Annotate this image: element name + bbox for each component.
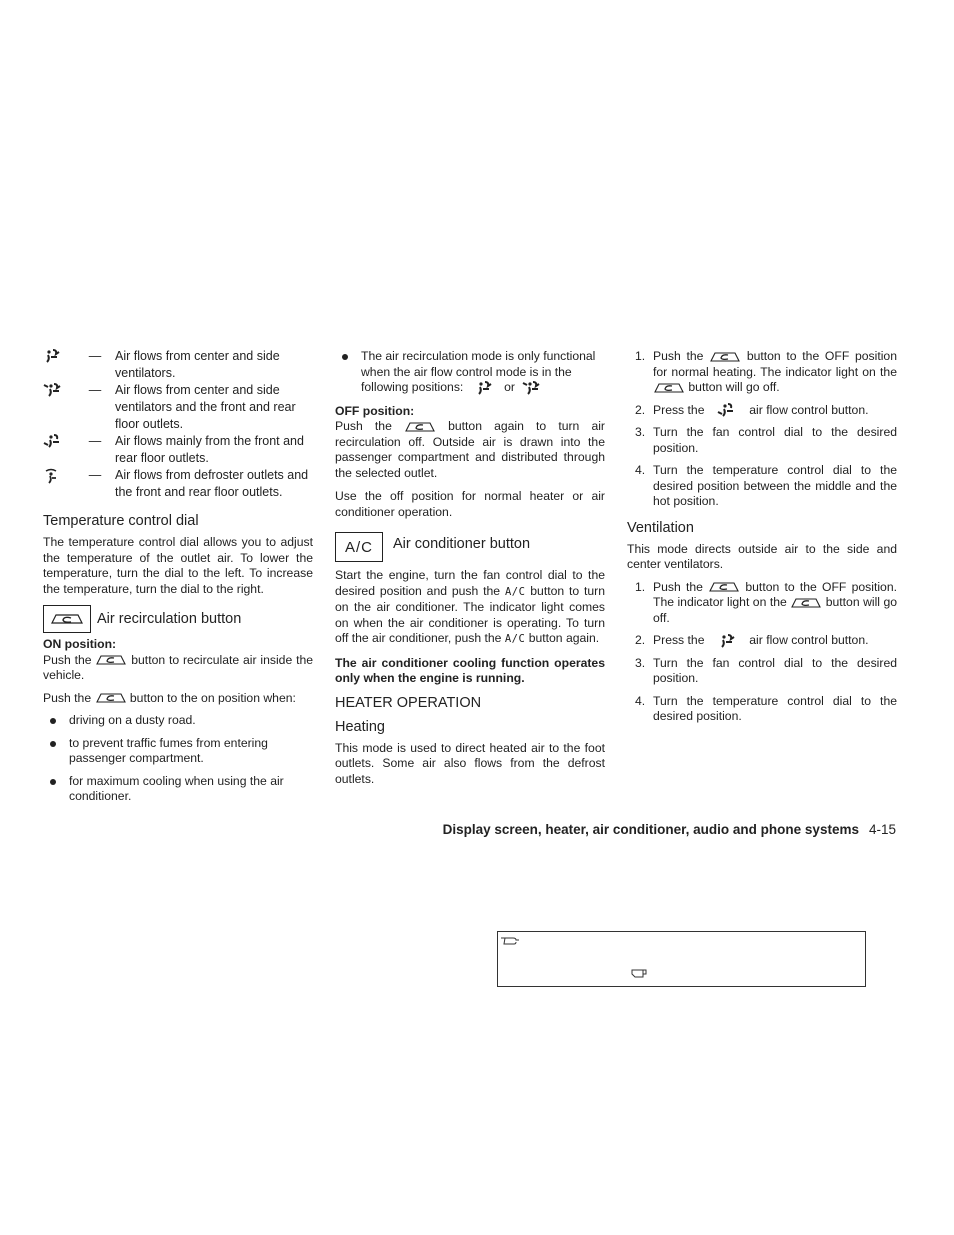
bilevel-icon [522,381,542,395]
push-when [43,691,313,707]
ac-button-box: A/C [335,532,383,562]
ac-body-c: button again. [528,631,600,645]
recirc-icon [95,653,127,667]
recirc-heading: Air recirculation button [97,611,242,627]
ac-note: The air conditioner cooling function operates only when the engine is running. [335,655,605,685]
ac-inline-label: A/C [504,585,526,598]
list-item [627,463,897,510]
step-text: Turn the temperature control dial to the desired position. [653,693,897,723]
mode-row-defrost-foot [43,467,313,501]
step-number: 3. [635,425,646,439]
foot-icon [43,433,75,467]
step-number: 1. [635,349,646,363]
list-item [627,349,897,396]
recirc-icon [404,420,436,434]
column-middle [335,348,605,787]
heating-subheading: Heating [335,718,385,735]
step-number: 4. [635,693,646,708]
ac-heading: Air conditioner button [393,536,531,552]
list-item [627,403,897,419]
vent-icon [43,348,75,382]
step-text [653,633,897,649]
off-position-body [335,419,605,481]
temp-heading: Temperature control dial [43,513,199,529]
step-a: Press the [653,633,705,647]
step-c: button will go off. [653,595,898,625]
step-b: air flow control button. [749,402,869,417]
step-number: 4. [635,463,646,477]
off-use: Use the off position for normal heater or air conditioner operation. [335,489,605,519]
off-body-b: button again to turn air recirculation off. Outside air is drawn into the passenger compartment and distributed through the selected outlet. [335,419,605,480]
recirc-button-box [43,605,91,633]
dash: — [88,349,102,363]
step-text [653,403,897,419]
recirc-heading-row [43,605,313,633]
step-b: button to the OFF position. The indicator light on the [653,579,897,609]
mode-row-bilevel [43,382,313,433]
list-item [43,736,313,767]
heater-heading: HEATER OPERATION [335,694,482,711]
on-position-body [43,653,313,684]
hand-icon [631,967,649,979]
dash: — [88,468,102,482]
page-footer [443,822,896,837]
step-text: Turn the temperature control dial to the desired position between the middle and the hot position. [653,463,897,508]
list-item [627,425,897,456]
bullet-text: driving on a dusty road. [69,713,196,727]
only-func-text: The air recirculation mode is only functional when the air flow control mode is in the following positions: [361,349,596,394]
mode-row-vent [43,348,313,382]
list-item [43,713,313,729]
push-when-a: Push the [43,690,92,705]
on-body-b: button to recirculate air inside the vehicle. [43,652,314,682]
list-item [627,656,897,687]
note-box [497,931,866,987]
mode-row-foot [43,433,313,467]
list-item [627,580,897,627]
column-right [627,348,897,725]
heating-body: This mode is used to direct heated air to the foot outlets. Some air also flows from the defrost outlets. [335,740,605,786]
mode-text: Air flows mainly from the front and rear floor outlets. [115,434,304,465]
recirc-icon [709,350,741,364]
defrost-foot-icon [43,467,75,501]
only-functional [361,349,605,396]
recirc-icon [50,611,84,627]
list-item [627,633,897,649]
step-text [653,349,897,396]
column-left [43,348,313,805]
mode-text: Air flows from center and side ventilators and the front and rear floor outlets. [115,383,296,431]
recirc-icon [708,580,740,594]
bullet-text: for maximum cooling when using the air conditioner. [69,773,284,803]
vent-icon [475,381,493,395]
mode-text: Air flows from defroster outlets and the front and rear floor outlets. [115,468,309,499]
step-c: button will go off. [688,380,780,394]
on-position-label: ON position: [43,637,117,651]
bilevel-icon [43,382,75,433]
off-position-label: OFF position: [335,403,415,418]
recirc-icon [95,691,127,705]
ventilation-body: This mode directs outside air to the side and center ventilators. [627,541,897,571]
ac-body [335,568,605,648]
step-a: Push the [653,579,703,594]
dash: — [88,434,102,448]
page-number: 4-15 [868,822,896,837]
pointing-hand-icon [500,934,520,946]
step-number: 2. [635,633,646,647]
foot-icon [716,403,738,417]
step-number: 1. [635,579,646,594]
ac-heading-row [335,532,605,562]
recirc-icon [790,596,822,610]
list-item [627,694,897,725]
step-a: Push the [653,349,704,363]
step-number: 3. [635,655,646,670]
ventilation-heading: Ventilation [627,519,694,536]
step-b: air flow control button. [749,633,869,647]
ac-inline-label: A/C [504,633,526,645]
vent-icon [718,634,736,648]
off-body-a: Push the [335,419,392,433]
recirc-icon [653,381,685,395]
bullet-text: to prevent traffic fumes from entering passenger compartment. [69,735,268,765]
or-text: or [504,380,515,394]
dash: — [88,383,102,397]
step-b: button to the OFF position for normal heating. The indicator light on the [653,349,897,379]
push-when-b: button to the on position when: [129,690,296,705]
list-item [335,349,605,396]
step-text: Turn the fan control dial to the desired position. [653,655,897,685]
step-text: Turn the fan control dial to the desired position. [653,425,897,455]
mode-text: Air flows from center and side ventilators. [115,349,280,380]
list-item [43,774,313,805]
step-number: 2. [635,402,646,417]
ac-body-a: Start the engine, turn the fan control dial to the desired position and push the [335,568,605,598]
footer-title: Display screen, heater, air conditioner, audio and phone systems [442,822,859,837]
ac-body-b: button to turn on the air conditioner. The indicator light comes on when the air conditioner is operating. To turn off the air conditioner, push the [335,583,606,645]
on-body-a: Push the [43,652,92,667]
temp-body: The temperature control dial allows you to adjust the temperature of the outlet air. To lower the temperature, turn the dial to the left. To increase the temperature, turn the dial to the right. [43,535,313,596]
step-text [653,580,897,627]
step-a: Press the [653,402,705,417]
